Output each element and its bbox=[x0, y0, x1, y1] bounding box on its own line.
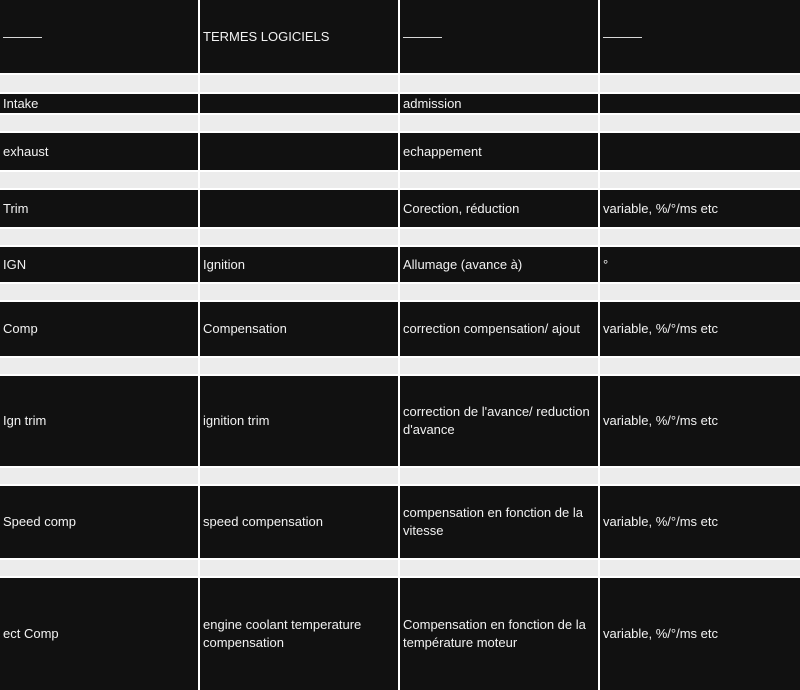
table-cell bbox=[0, 172, 198, 188]
table-cell: Compensation en fonction de la température moteur bbox=[400, 578, 598, 690]
table-spacer-row bbox=[0, 560, 800, 576]
table-cell: variable, %/°/ms etc bbox=[600, 190, 800, 227]
table-row bbox=[0, 247, 800, 282]
table-header-cell: ——— bbox=[400, 0, 598, 73]
table-row bbox=[0, 376, 800, 466]
table-cell: Compensation bbox=[200, 302, 398, 356]
table-cell bbox=[200, 172, 398, 188]
table-cell bbox=[400, 115, 598, 131]
table-cell bbox=[600, 560, 800, 576]
table-cell bbox=[200, 358, 398, 374]
table-cell: variable, %/°/ms etc bbox=[600, 486, 800, 558]
table-header-row bbox=[0, 0, 800, 73]
table-cell: Comp bbox=[0, 302, 198, 356]
table-cell bbox=[600, 94, 800, 113]
table-cell bbox=[200, 94, 398, 113]
table-cell: variable, %/°/ms etc bbox=[600, 578, 800, 690]
table-cell: ect Comp bbox=[0, 578, 198, 690]
table-spacer-row bbox=[0, 172, 800, 188]
table-cell: engine coolant temperature compensation bbox=[200, 578, 398, 690]
table-cell bbox=[600, 468, 800, 484]
table-cell bbox=[600, 75, 800, 92]
table-cell bbox=[600, 229, 800, 245]
table-cell bbox=[600, 284, 800, 300]
table-cell: exhaust bbox=[0, 133, 198, 170]
table-row bbox=[0, 94, 800, 113]
table-cell bbox=[0, 468, 198, 484]
table-cell bbox=[200, 229, 398, 245]
table-cell bbox=[600, 172, 800, 188]
table-spacer-row bbox=[0, 115, 800, 131]
table-cell: Ign trim bbox=[0, 376, 198, 466]
table-row bbox=[0, 133, 800, 170]
table-cell bbox=[400, 358, 598, 374]
table-cell bbox=[400, 75, 598, 92]
table-cell: Trim bbox=[0, 190, 198, 227]
table-cell bbox=[200, 133, 398, 170]
table-cell: echappement bbox=[400, 133, 598, 170]
table-cell: correction de l'avance/ reduction d'avance bbox=[400, 376, 598, 466]
table-header-cell: ——— bbox=[0, 0, 198, 73]
table-spacer-row bbox=[0, 358, 800, 374]
table-cell bbox=[200, 190, 398, 227]
table-cell bbox=[400, 172, 598, 188]
table-cell: ignition trim bbox=[200, 376, 398, 466]
table-cell: Allumage (avance à) bbox=[400, 247, 598, 282]
table-header-cell: TERMES LOGICIELS bbox=[200, 0, 398, 73]
table-cell bbox=[200, 284, 398, 300]
table-spacer-row bbox=[0, 284, 800, 300]
table-cell bbox=[400, 560, 598, 576]
table-cell bbox=[600, 115, 800, 131]
table-cell: variable, %/°/ms etc bbox=[600, 376, 800, 466]
table-cell bbox=[0, 560, 198, 576]
table-cell bbox=[0, 284, 198, 300]
table-row bbox=[0, 486, 800, 558]
table-cell bbox=[400, 229, 598, 245]
table-cell bbox=[600, 358, 800, 374]
table-cell: correction compensation/ ajout bbox=[400, 302, 598, 356]
table-cell bbox=[400, 284, 598, 300]
table-cell bbox=[0, 75, 198, 92]
table-cell bbox=[400, 468, 598, 484]
table-cell: admission bbox=[400, 94, 598, 113]
table-cell bbox=[200, 468, 398, 484]
table-row bbox=[0, 190, 800, 227]
table-cell: Ignition bbox=[200, 247, 398, 282]
table-cell: Intake bbox=[0, 94, 198, 113]
table-cell bbox=[0, 358, 198, 374]
table-cell: variable, %/°/ms etc bbox=[600, 302, 800, 356]
table-cell bbox=[0, 229, 198, 245]
table-cell: Speed comp bbox=[0, 486, 198, 558]
table-cell bbox=[200, 75, 398, 92]
table-cell: IGN bbox=[0, 247, 198, 282]
table-cell: Corection, réduction bbox=[400, 190, 598, 227]
table-cell bbox=[200, 560, 398, 576]
table-cell: speed compensation bbox=[200, 486, 398, 558]
table-header-cell: ——— bbox=[600, 0, 800, 73]
table-cell: compensation en fonction de la vitesse bbox=[400, 486, 598, 558]
table-spacer-row bbox=[0, 468, 800, 484]
table-spacer-row bbox=[0, 75, 800, 92]
table-row bbox=[0, 578, 800, 690]
table-cell bbox=[200, 115, 398, 131]
table-row bbox=[0, 302, 800, 356]
table-cell bbox=[600, 133, 800, 170]
table-cell bbox=[0, 115, 198, 131]
table-spacer-row bbox=[0, 229, 800, 245]
table-cell: ° bbox=[600, 247, 800, 282]
